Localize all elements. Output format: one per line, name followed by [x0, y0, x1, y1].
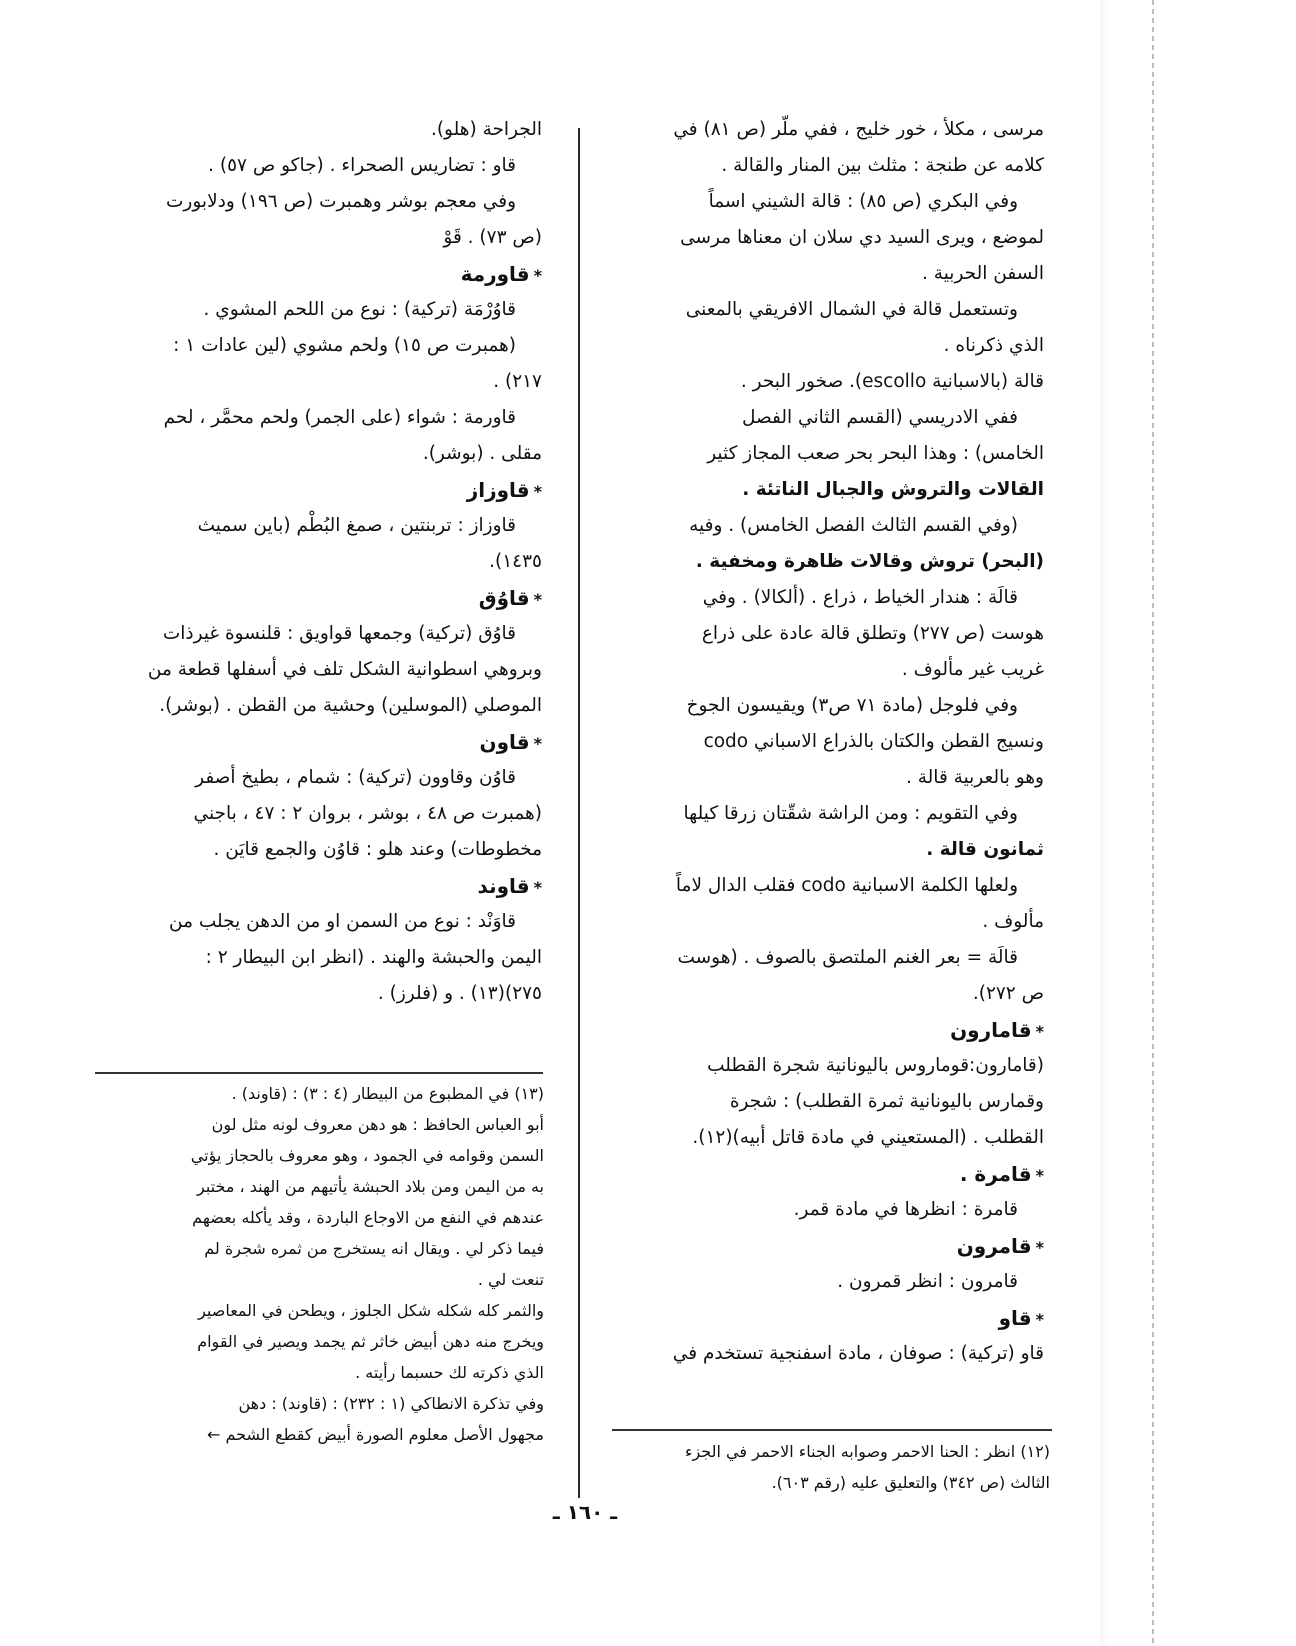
asterisk-marker: * — [533, 482, 542, 501]
footnote-left — [92, 1078, 544, 1450]
entry-heading-text: قامرة . — [959, 1162, 1032, 1186]
left-column — [92, 112, 542, 1012]
footnote-line: وفي تذكرة الانطاكي (١ : ٢٣٢) : (قاوند) : دهن — [238, 1394, 544, 1413]
footnote-line: الثالث (ص ٣٤٢) والتعليق عليه (رقم ٦٠٣). — [771, 1473, 1050, 1492]
text-line: قاورمة : شواء (على الجمر) ولحم محمَّر ، لحم — [163, 407, 516, 428]
entry-heading — [92, 472, 542, 508]
text-line: قاو : تضاريس الصحراء . (جاكو ص ٥٧) . — [208, 155, 516, 176]
text-line: قاوُن وقاوون (تركية) : شمام ، بطيخ أصفر — [195, 767, 516, 788]
text-line: ففي الادريسي (القسم الثاني الفصل — [741, 407, 1018, 428]
page-shadow — [1100, 0, 1108, 1646]
entry-heading-text: قاوزاز — [466, 478, 530, 502]
entry-heading-text: قامارون — [950, 1018, 1032, 1042]
text-line: وتستعمل قالة في الشمال الافريقي بالمعنى — [685, 299, 1018, 320]
text-line: ونسيج القطن والكتان بالذراع الاسباني codo — [703, 731, 1044, 752]
footnote-line: الذي ذكرته لك حسبما رأيته . — [355, 1363, 544, 1382]
footnote-line: والثمر كله شكله شكل الجلوز ، ويطحن في المعاصير — [198, 1301, 544, 1320]
text-line: ٢١٧) . — [493, 371, 542, 392]
footnote-line: عندهم في النفع من الاوجاع الباردة ، وقد يأكله بعضهم — [192, 1208, 544, 1227]
text-line: قاوُرْمَة (تركية) : نوع من اللحم المشوي . — [203, 299, 516, 320]
asterisk-marker: * — [1035, 1022, 1044, 1041]
footnote-rule-right — [612, 1429, 1052, 1431]
entry-heading-text: قاوُق — [478, 586, 530, 610]
asterisk-marker: * — [533, 266, 542, 285]
text-line: القالات والتروش والجبال الناتئة . — [742, 479, 1044, 500]
text-line: الموصلي (الموسلين) وحشية من القطن . (بوشر). — [159, 695, 542, 716]
text-line: ولعلها الكلمة الاسبانية codo فقلب الدال لاماً — [675, 875, 1018, 896]
text-line: وفي البكري (ص ٨٥) : قالة الشيني اسماً — [708, 191, 1018, 212]
entry-heading — [92, 256, 542, 292]
text-line: وفي فلوجل (مادة ٧١ ص٣) ويقيسون الجوخ — [686, 695, 1018, 716]
entry-heading — [92, 580, 542, 616]
text-line: السفن الحربية . — [922, 263, 1044, 284]
footnote-line: مجهول الأصل معلوم الصورة أبيض كقطع الشحم ← — [206, 1425, 544, 1444]
text-line: الجراحة (هلو). — [430, 119, 542, 140]
text-line: الذي ذكرناه . — [943, 335, 1044, 356]
text-line: كلامه عن طنجة : مثلث بين المنار والقالة . — [721, 155, 1044, 176]
text-line: قامرة : انظرها في مادة قمر. — [793, 1199, 1018, 1220]
text-line: وفي معجم بوشر وهمبرت (ص ١٩٦) ودلابورت — [166, 191, 516, 212]
asterisk-marker: * — [533, 878, 542, 897]
text-line: وبروهي اسطوانية الشكل تلف في أسفلها قطعة من — [147, 659, 542, 680]
page-number: ـ ١٦٠ ـ — [552, 1500, 618, 1524]
footnote-line: به من اليمن ومن بلاد الحبشة يأتيهم من الهند ، مختبر — [197, 1177, 544, 1196]
text-line: مرسى ، مكلأ ، خور خليج ، ففي ملّر (ص ٨١) في — [673, 119, 1044, 140]
text-line: قاو (تركية) : صوفان ، مادة اسفنجية تستخدم في — [672, 1343, 1044, 1364]
page-edge — [1152, 0, 1154, 1646]
entry-heading — [612, 1228, 1044, 1264]
text-line: اليمن والحبشة والهند . (انظر ابن البيطار ٢ : — [205, 947, 542, 968]
entry-heading — [612, 1300, 1044, 1336]
text-line: ١٤٣٥). — [489, 551, 542, 572]
text-line: مألوف . — [982, 911, 1044, 932]
footnote-line: فيما ذكر لي . ويقال انه يستخرج من ثمره شجرة لم — [204, 1239, 544, 1258]
asterisk-marker: * — [1035, 1166, 1044, 1185]
entry-heading-text: قاون — [479, 730, 530, 754]
text-line: قالَة = بعر الغنم الملتصق بالصوف . (هوست — [677, 947, 1018, 968]
column-divider — [578, 128, 580, 1498]
text-line: قالة (بالاسبانية escollo). صخور البحر . — [740, 371, 1044, 392]
text-line: ٢٧٥)(١٣) . و (فلرز) . — [377, 983, 542, 1004]
entry-heading-text: قامرون — [956, 1234, 1032, 1258]
text-line: (همبرت ص ٤٨ ، بوشر ، بروان ٢ : ٤٧ ، باجني — [193, 803, 542, 824]
asterisk-marker: * — [1035, 1238, 1044, 1257]
text-line: وهو بالعربية قالة . — [905, 767, 1044, 788]
footnote-line: السمن وقوامه في الجمود ، وهو معروف بالحجاز يؤتي — [190, 1146, 544, 1165]
text-line: ص ٢٧٢). — [972, 983, 1044, 1004]
entry-heading — [612, 1156, 1044, 1192]
text-line: القطلب . (المستعيني في مادة قاتل أبيه)(١٢). — [692, 1127, 1044, 1148]
text-line: قاوَنْد : نوع من السمن او من الدهن يجلب من — [169, 911, 516, 932]
entry-heading-text: قاوند — [477, 874, 530, 898]
footnote-line: (١٣) في المطبوع من البيطار (٤ : ٣) : (قاوند) . — [231, 1084, 544, 1103]
text-line: قاوزاز : تربنتين ، صمغ البُطْم (باين سميث — [197, 515, 516, 536]
entry-heading — [92, 724, 542, 760]
entry-heading-text: قاورمة — [460, 262, 530, 286]
text-line: (وفي القسم الثالث الفصل الخامس) . وفيه — [689, 515, 1018, 536]
text-line: ثمانون قالة . — [926, 839, 1044, 860]
text-line: قاوُق (تركية) وجمعها قواويق : قلنسوة غيرذات — [162, 623, 516, 644]
text-line: مقلى . (بوشر). — [422, 443, 542, 464]
text-line: الخامس) : وهذا البحر بحر صعب المجاز كثير — [707, 443, 1044, 464]
text-line: لموضع ، ويرى السيد دي سلان ان معناها مرسى — [680, 227, 1044, 248]
asterisk-marker: * — [1035, 1310, 1044, 1329]
text-line: هوست (ص ٢٧٧) وتطلق قالة عادة على ذراع — [701, 623, 1044, 644]
text-line: (همبرت ص ١٥) ولحم مشوي (لين عادات ١ : — [173, 335, 516, 356]
text-line: مخطوطات) وعند هلو : قاوُن والجمع قايَن . — [213, 839, 542, 860]
text-line: وفي التقويم : ومن الراشة شقّتان زرقا كيلها — [683, 803, 1018, 824]
text-line: (قامارون:قوماروس باليونانية شجرة القطلب — [707, 1055, 1044, 1076]
footnote-line: (١٢) انظر : الحنا الاحمر وصوابه الجناء الاحمر في الجزء — [684, 1442, 1050, 1461]
text-line: (ص ٧٣) . قَوْ — [443, 227, 542, 248]
text-line: قالَة : هندار الخياط ، ذراع . (ألكالا) . وفي — [702, 587, 1018, 608]
footnote-line: تنعت لي . — [477, 1270, 544, 1289]
asterisk-marker: * — [533, 590, 542, 609]
text-line: وقمارس باليونانية ثمرة القطلب) : شجرة — [729, 1091, 1044, 1112]
text-line: غريب غير مألوف . — [901, 659, 1044, 680]
footnote-line: ويخرج منه دهن أبيض خاثر ثم يجمد ويصير في القوام — [197, 1332, 544, 1351]
footnote-right — [612, 1436, 1050, 1498]
entry-heading — [92, 868, 542, 904]
right-column — [612, 112, 1044, 1372]
footnote-rule-left — [95, 1072, 543, 1074]
footnote-line: أبو العباس الحافظ : هو دهن معروف لونه مثل لون — [211, 1115, 544, 1134]
text-line: قامرون : انظر قمرون . — [837, 1271, 1018, 1292]
asterisk-marker: * — [533, 734, 542, 753]
entry-heading — [612, 1012, 1044, 1048]
text-line: (البحر) تروش وقالات ظاهرة ومخفية . — [695, 551, 1044, 572]
entry-heading-text: قاو — [998, 1306, 1032, 1330]
